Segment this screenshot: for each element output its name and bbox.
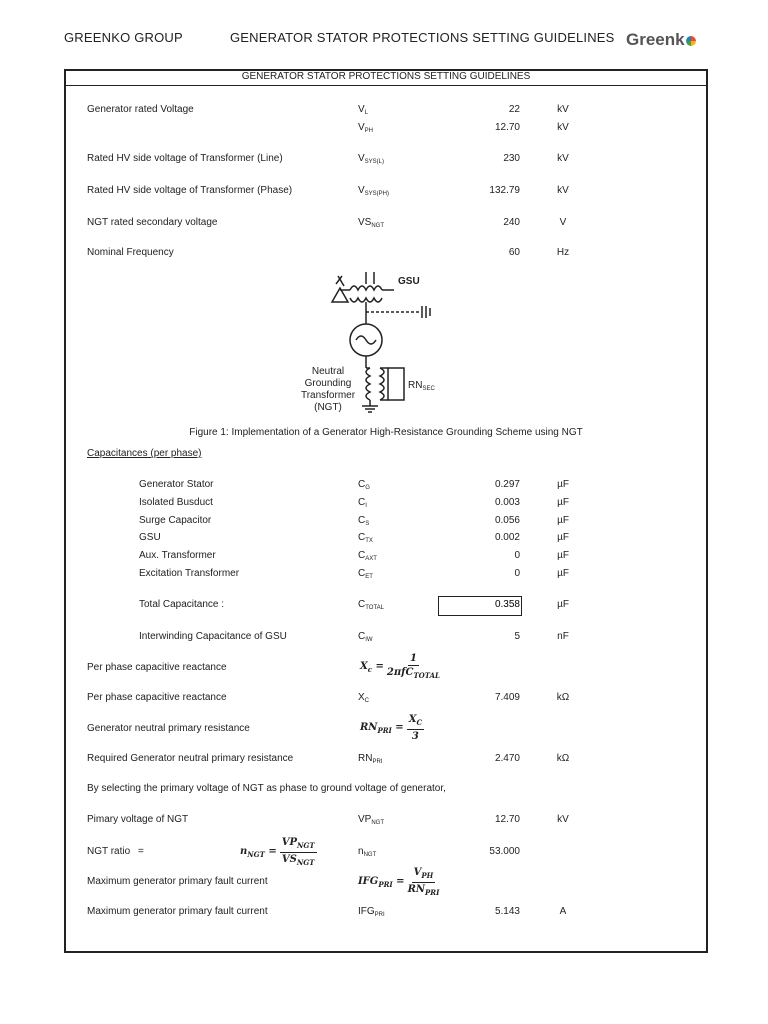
- ngt-secondary-label: NGT rated secondary voltage: [87, 217, 218, 228]
- ngt-ratio-formula: $n_{NGT}$ = $\frac{VP_{NGT}}{VS_{NGT}}$: [240, 837, 315, 867]
- hv-line-label: Rated HV side voltage of Transformer (Line): [87, 153, 283, 164]
- capacitance-value: 0.297: [494, 479, 520, 490]
- ngt-label-line-3: Transformer: [300, 390, 356, 401]
- capacitance-value: 0.056: [494, 515, 520, 526]
- hv-phase-label: Rated HV side voltage of Transformer (Phase): [87, 185, 293, 196]
- interwinding-label: Interwinding Capacitance of GSU: [139, 631, 287, 642]
- capacitance-symbol: $C_{ET}$: [358, 568, 373, 580]
- fault-formula-label: Maximum generator primary fault current: [87, 876, 268, 887]
- resistance-symbol: $RN_{PRI}$: [358, 753, 383, 765]
- capacitance-value: 0.003: [494, 497, 520, 508]
- total-capacitance-symbol: $C_{TOTAL}$: [358, 599, 385, 611]
- capacitance-label: Isolated Busduct: [139, 497, 213, 508]
- capacitance-label: Aux. Transformer: [139, 550, 216, 561]
- capacitance-label: Excitation Transformer: [139, 568, 240, 579]
- capacitance-unit: µF: [557, 515, 569, 526]
- ngt-ratio-label: NGT ratio: [87, 846, 131, 857]
- header-title: GENERATOR STATOR PROTECTIONS SETTING GUIDELINES: [230, 30, 615, 45]
- ngt-selection-note: By selecting the primary voltage of NGT as phase to ground voltage of generator,: [87, 783, 446, 794]
- fault-current-value: 5.143: [494, 906, 520, 917]
- ngt-label-line-4: (NGT): [314, 402, 342, 413]
- resistance-unit: kΩ: [556, 753, 570, 764]
- fault-current-symbol: $IFG_{PRI}$: [358, 906, 385, 918]
- phase-voltage-value: 12.70: [494, 122, 520, 133]
- capacitance-unit: µF: [557, 568, 569, 579]
- gen-voltage-unit: kV: [557, 104, 569, 115]
- ngt-ratio-symbol: $n_{NGT}$: [358, 846, 377, 858]
- phase-voltage-unit: kV: [557, 122, 569, 133]
- total-capacitance-label: Total Capacitance :: [139, 599, 225, 610]
- logo-mark-icon: [686, 36, 696, 46]
- phase-voltage-symbol: $V_{PH}$: [358, 122, 374, 134]
- hv-line-value: 230: [503, 153, 520, 164]
- capacitance-unit: µF: [557, 479, 569, 490]
- ngt-primary-unit: kV: [557, 814, 569, 825]
- capacitance-value: 0: [514, 550, 520, 561]
- table-title-bar: [64, 69, 708, 86]
- resistance-value: 2.470: [494, 753, 520, 764]
- hv-phase-unit: kV: [557, 185, 569, 196]
- rn-sec-label: $RN_{SEC}$: [408, 380, 435, 392]
- frequency-label: Nominal Frequency: [87, 247, 174, 258]
- capacitance-unit: µF: [557, 532, 569, 543]
- reactance-label: Per phase capacitive reactance: [87, 692, 227, 703]
- ngt-ratio-equals: =: [138, 846, 144, 857]
- ngt-secondary-value: 240: [503, 217, 520, 228]
- total-capacitance-unit: µF: [557, 599, 569, 610]
- capacitance-label: Surge Capacitor: [139, 515, 212, 526]
- capacitance-unit: µF: [557, 550, 569, 561]
- capacitance-symbol: $C_I$: [358, 497, 367, 509]
- capacitance-symbol: $C_{AXT}$: [358, 550, 377, 562]
- fault-current-unit: A: [559, 906, 567, 917]
- hv-line-symbol: $V_{SYS(L)}$: [358, 153, 385, 165]
- greenko-logo: [626, 30, 696, 50]
- resistance-formula-label: Generator neutral primary resistance: [87, 723, 250, 734]
- ngt-ratio-value: 53.000: [489, 846, 520, 857]
- capacitance-symbol: $C_G$: [358, 479, 370, 491]
- hv-line-unit: kV: [557, 153, 569, 164]
- capacitance-symbol: $C_S$: [358, 515, 370, 527]
- ngt-label-line-2: Grounding: [304, 378, 352, 389]
- capacitance-value: 0: [514, 568, 520, 579]
- frequency-unit: Hz: [556, 247, 570, 258]
- capacitances-heading: Capacitances (per phase): [87, 448, 202, 459]
- frequency-value: 60: [508, 247, 520, 258]
- ngt-primary-value: 12.70: [494, 814, 520, 825]
- resistance-label: Required Generator neutral primary resistance: [87, 753, 294, 764]
- resistance-formula: $RN_{PRI}$ = $\frac{X_C}{3}$: [360, 714, 423, 742]
- gen-voltage-label: Generator rated Voltage: [87, 104, 194, 115]
- interwinding-unit: nF: [557, 631, 569, 642]
- gsu-label: GSU: [398, 276, 420, 287]
- company-name: GREENKO GROUP: [64, 30, 183, 45]
- gen-voltage-symbol: $V_L$: [358, 104, 369, 116]
- capacitance-symbol: $C_{TX}$: [358, 532, 373, 544]
- hv-phase-value: 132.79: [489, 185, 520, 196]
- capacitance-value: 0.002: [494, 532, 520, 543]
- reactance-formula-label: Per phase capacitive reactance: [87, 662, 227, 673]
- reactance-unit: kΩ: [556, 692, 570, 703]
- gen-voltage-value: 22: [508, 104, 520, 115]
- ngt-label-line-1: Neutral: [311, 366, 345, 377]
- grounding-scheme-diagram: [290, 268, 460, 418]
- capacitance-label: Generator Stator: [139, 479, 214, 490]
- capacitance-label: GSU: [139, 532, 161, 543]
- reactance-formula: $X_c$ = $\frac{1}{2\pi fC_{TOTAL}}$: [360, 653, 440, 680]
- resistor-icon: [388, 368, 404, 400]
- table-title: GENERATOR STATOR PROTECTIONS SETTING GUIDELINES: [241, 71, 531, 82]
- ngt-primary-symbol: $VP_{NGT}$: [358, 814, 385, 826]
- ngt-secondary-unit: V: [559, 217, 567, 228]
- ngt-primary-label: Pimary voltage of NGT: [87, 814, 189, 825]
- interwinding-value: 5: [514, 631, 520, 642]
- logo-text: Greenk: [626, 30, 685, 49]
- reactance-symbol: $X_C$: [358, 692, 370, 704]
- reactance-value: 7.409: [494, 692, 520, 703]
- ngt-secondary-symbol: $VS_{NGT}$: [358, 217, 385, 229]
- total-capacitance-value: 0.358: [494, 599, 520, 610]
- capacitance-unit: µF: [557, 497, 569, 508]
- fault-current-formula: $IFG_{PRI}$ = $\frac{V_{PH}}{RN_{PRI}}$: [358, 867, 440, 897]
- hv-phase-symbol: $V_{SYS(PH)}$: [358, 185, 390, 197]
- interwinding-symbol: $C_{IW}$: [358, 631, 373, 643]
- figure-caption: Figure 1: Implementation of a Generator High-Resistance Grounding Scheme using NGT: [189, 427, 583, 438]
- fault-current-label: Maximum generator primary fault current: [87, 906, 268, 917]
